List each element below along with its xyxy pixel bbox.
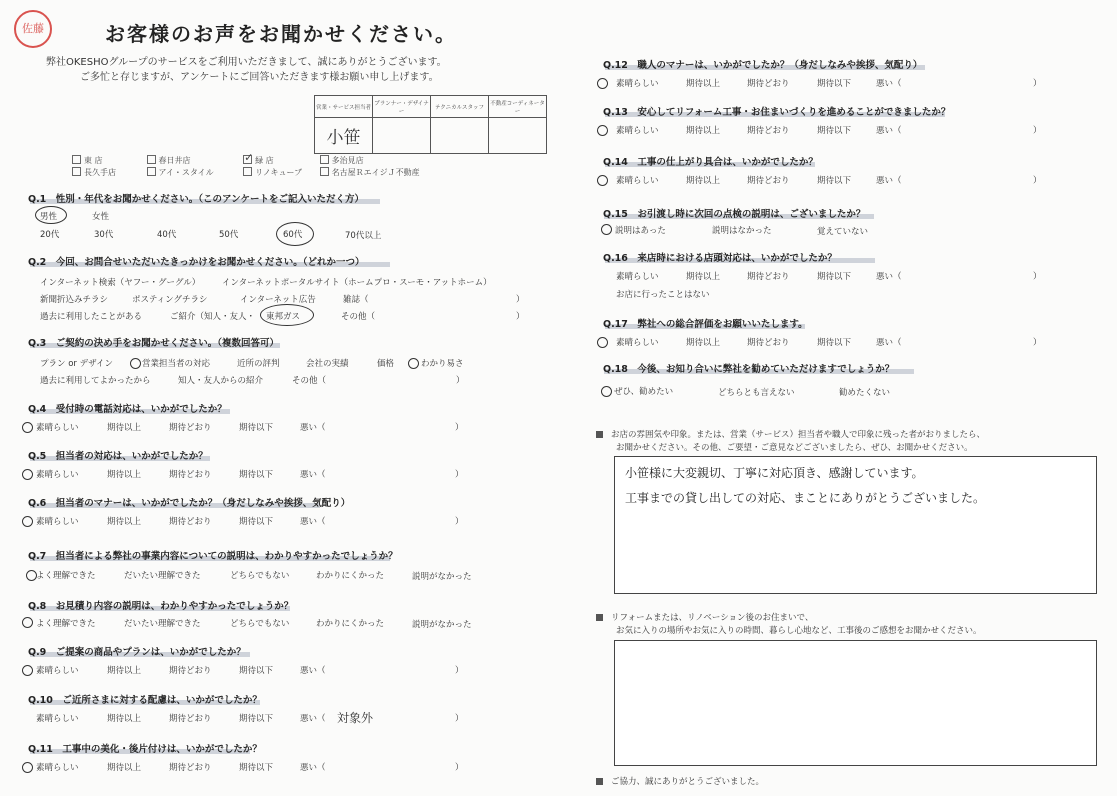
q11-rating-3[interactable]: 期待どおり [169, 763, 212, 773]
q11-rating-6: ） [455, 763, 464, 773]
q14-rating-6: ） [1033, 176, 1042, 186]
q8-option-4[interactable]: わかりにくかった [316, 619, 385, 629]
q2-other[interactable]: その他（ [341, 312, 376, 322]
q17-rating-6: ） [1033, 338, 1042, 348]
q17-rating-4[interactable]: 期待以下 [817, 338, 852, 348]
answer-circle [22, 665, 33, 676]
square-bullet-icon [596, 614, 603, 621]
staff-header-realestate: 不動産コーディネーター [489, 96, 547, 118]
handwritten-staff-name: 小笹 [326, 128, 361, 148]
comment1-handwritten-line-2: 工事までの貸し出しての対応、まことにありがとうございました。 [625, 491, 986, 505]
intro-line-2: ご多忙と存じますが、アンケートにご回答いただきます様お願い申し上げます。 [80, 72, 439, 83]
staff-cell-realestate[interactable] [489, 118, 547, 154]
q16-no-visit[interactable]: お店に行ったことはない [616, 290, 710, 300]
q14-rating-5[interactable]: 悪い（ [876, 176, 902, 186]
answer-circle [601, 224, 612, 235]
square-bullet-icon [596, 431, 603, 438]
checkbox[interactable] [72, 155, 81, 164]
q16-rating-4[interactable]: 期待以下 [817, 272, 852, 282]
q10-rating-1[interactable]: 素晴らしい [36, 714, 79, 724]
q4-label: Q.4 受付時の電話対応は、いかがでしたか？ [28, 404, 227, 415]
q3-reputation[interactable]: 近所の評判 [237, 359, 280, 369]
answer-circle [601, 386, 612, 397]
q3-friend-referral[interactable]: 知人・友人からの紹介 [178, 376, 264, 386]
staff-cell-planner[interactable] [373, 118, 431, 154]
q1-age-60[interactable]: 60代 [283, 230, 303, 240]
q5-label: Q.5 担当者の対応は、いかがでしたか？ [28, 451, 208, 462]
q3-clarity[interactable]: わかり易さ [421, 359, 464, 369]
q13-rating-5[interactable]: 悪い（ [876, 126, 902, 136]
answer-circle [35, 206, 67, 224]
answer-circle [130, 358, 141, 369]
q3-other-close: ） [456, 376, 465, 386]
q12-rating-2[interactable]: 期待以上 [686, 79, 721, 89]
q16-rating-5[interactable]: 悪い（ [876, 272, 902, 282]
q5-rating-3[interactable]: 期待どおり [169, 470, 212, 480]
q16-rating-2[interactable]: 期待以上 [686, 272, 721, 282]
q13-rating-6: ） [1033, 126, 1042, 136]
staff-header-sales: 営業・サービス担当者 [315, 96, 373, 118]
q2-other-close: ） [516, 312, 525, 322]
q5-rating-2[interactable]: 期待以上 [107, 470, 142, 480]
q13-rating-2[interactable]: 期待以上 [686, 126, 721, 136]
q7-option-4[interactable]: わかりにくかった [316, 571, 385, 581]
answer-circle [22, 762, 33, 773]
answer-circle [22, 516, 33, 527]
staff-name-cell[interactable] [315, 118, 373, 154]
q10-rating-6: ） [455, 714, 464, 724]
q1-age-30[interactable]: 30代 [94, 230, 114, 240]
q13-rating-1[interactable]: 素晴らしい [616, 126, 659, 136]
q4-rating-5[interactable]: 悪い（ [300, 423, 326, 433]
checkbox[interactable] [147, 167, 156, 176]
q14-label: Q.14 工事の仕上がり具合は、いかがでしたか？ [603, 157, 818, 168]
q2-magazine[interactable]: 雑誌（ [343, 295, 369, 305]
q7-option-5[interactable]: 説明がなかった [412, 572, 472, 582]
staff-table [314, 95, 547, 154]
square-bullet-icon [596, 778, 603, 785]
q14-rating-3[interactable]: 期待どおり [747, 176, 790, 186]
q9-label: Q.9 ご提案の商品やプランは、いかがでしたか？ [28, 647, 246, 658]
answer-circle [597, 175, 608, 186]
q2-portal-site[interactable]: インターネットポータルサイト（ホームプロ・スーモ・アットホーム） [222, 278, 492, 288]
q12-rating-6: ） [1033, 79, 1042, 89]
q5-rating-6: ） [455, 470, 464, 480]
q5-rating-4[interactable]: 期待以下 [239, 470, 274, 480]
q6-rating-4[interactable]: 期待以下 [239, 517, 274, 527]
answer-circle [22, 469, 33, 480]
q16-rating-6: ） [1033, 272, 1042, 282]
q6-rating-3[interactable]: 期待どおり [169, 517, 212, 527]
q14-rating-1[interactable]: 素晴らしい [616, 176, 659, 186]
q2-internet-search[interactable]: インターネット検索（ヤフー・グーグル） [40, 278, 201, 288]
q1-age-70plus[interactable]: 70代以上 [345, 231, 382, 241]
checkbox[interactable] [320, 167, 329, 176]
q10-rating-5[interactable]: 悪い（ [300, 714, 326, 724]
answer-circle [597, 125, 608, 136]
q7-option-3[interactable]: どちらでもない [230, 571, 290, 581]
q7-option-2[interactable]: だいたい理解できた [124, 571, 201, 581]
q12-label: Q.12 職人のマナーは、いかがでしたか？（身だしなみや挨拶、気配り） [603, 60, 923, 71]
q13-label: Q.13 安心してリフォーム工事・お住まいづくりを進めることができましたか？ [603, 107, 951, 118]
q12-rating-3[interactable]: 期待どおり [747, 79, 790, 89]
q9-rating-4[interactable]: 期待以下 [239, 666, 274, 676]
intro-line-1: 弊社OKESHOグループのサービスをご利用いただきまして、誠にありがとうございます。 [46, 57, 447, 68]
q11-rating-5[interactable]: 悪い（ [300, 763, 326, 773]
q17-label: Q.17 弊社への総合評価をお願いいたします。 [603, 319, 808, 330]
answer-circle [22, 617, 33, 628]
q17-rating-2[interactable]: 期待以上 [686, 338, 721, 348]
q12-rating-1[interactable]: 素晴らしい [616, 79, 659, 89]
q11-rating-2[interactable]: 期待以上 [107, 763, 142, 773]
q10-rating-3[interactable]: 期待どおり [169, 714, 212, 724]
answer-circle [22, 422, 33, 433]
q9-rating-2[interactable]: 期待以上 [107, 666, 142, 676]
checkbox[interactable] [147, 155, 156, 164]
q6-rating-6: ） [455, 517, 464, 527]
q10-handwritten-note: 対象外 [337, 711, 374, 725]
checkbox[interactable] [72, 167, 81, 176]
q9-rating-5[interactable]: 悪い（ [300, 666, 326, 676]
q2-referral[interactable]: ご紹介（知人・友人・ [170, 312, 256, 322]
comment2-textarea[interactable] [614, 640, 1097, 766]
q10-rating-2[interactable]: 期待以上 [107, 714, 142, 724]
q9-rating-3[interactable]: 期待どおり [169, 666, 212, 676]
q2-posting-flyer[interactable]: ポスティングチラシ [132, 295, 208, 305]
q8-option-1[interactable]: よく理解できた [36, 619, 96, 629]
q8-option-5[interactable]: 説明がなかった [412, 620, 472, 630]
page-title: お客様のお声をお聞かせください。 [105, 22, 457, 46]
comment1-textarea[interactable] [614, 456, 1097, 594]
answer-circle [260, 304, 314, 326]
q10-label: Q.10 ご近所さまに対する配慮は、いかがでしたか？ [28, 695, 262, 706]
q17-rating-3[interactable]: 期待どおり [747, 338, 790, 348]
comment1-prompt-2: お聞かせください。その他、ご要望・ご意見などございましたら、ぜひ、お聞かせください。 [616, 443, 973, 453]
q9-rating-6: ） [455, 666, 464, 676]
q6-label: Q.6 担当者のマナーは、いかがでしたか？（身だしなみや挨拶、気配り） [28, 498, 351, 509]
q1-gender-female[interactable]: 女性 [92, 212, 110, 222]
q17-rating-1[interactable]: 素晴らしい [616, 338, 659, 348]
store-row-2: 長久手店 アイ・スタイル リノキューブ 名古屋ＲエイジＪ不動産 [72, 167, 436, 178]
q12-rating-4[interactable]: 期待以下 [817, 79, 852, 89]
q2-referral-toho-gas[interactable]: 東邦ガス [266, 312, 301, 322]
q6-rating-5[interactable]: 悪い（ [300, 517, 326, 527]
answer-circle [276, 222, 314, 246]
q16-rating-1[interactable]: 素晴らしい [616, 272, 659, 282]
q4-rating-3[interactable]: 期待どおり [169, 423, 212, 433]
footer-thanks: ご協力、誠にありがとうございました。 [596, 776, 764, 789]
staff-cell-technical[interactable] [431, 118, 489, 154]
q3-price[interactable]: 価格 [377, 359, 395, 369]
q3-past-good[interactable]: 過去に利用してよかったから [40, 376, 151, 386]
q13-rating-3[interactable]: 期待どおり [747, 126, 790, 136]
q13-rating-4[interactable]: 期待以下 [817, 126, 852, 136]
q1-age-50[interactable]: 50代 [219, 230, 239, 240]
q18-option-3[interactable]: 勧めたくない [839, 388, 891, 398]
q2-internet-ad[interactable]: インターネット広告 [240, 295, 316, 305]
q2-past-use[interactable]: 過去に利用したことがある [40, 312, 143, 322]
q6-rating-1[interactable]: 素晴らしい [36, 517, 79, 527]
comment2-prompt-2: お気に入りの場所やお気に入りの時間、暮らし心地など、工事後のご感想をお聞かせください。 [616, 626, 982, 636]
checkbox[interactable] [320, 155, 329, 164]
answer-circle [597, 337, 608, 348]
q4-rating-6: ） [455, 423, 464, 433]
q15-label: Q.15 お引渡し時に次回の点検の説明は、ございましたか？ [603, 209, 866, 220]
q3-other[interactable]: その他（ [292, 376, 327, 386]
comment2-prompt-1: リフォームまたは、リノベーション後のお住まいで、 [596, 612, 813, 625]
q5-rating-1[interactable]: 素晴らしい [36, 470, 79, 480]
q1-gender-male[interactable]: 男性 [40, 212, 58, 222]
seal-stamp: 佐藤 [14, 10, 52, 48]
answer-circle [408, 358, 419, 369]
q14-rating-4[interactable]: 期待以下 [817, 176, 852, 186]
q10-rating-4[interactable]: 期待以下 [239, 714, 274, 724]
q11-rating-4[interactable]: 期待以下 [239, 763, 274, 773]
q15-option-1[interactable]: 説明はあった [615, 226, 666, 236]
q7-label: Q.7 担当者による弊社の事業内容についての説明は、わかりやすかったでしょうか？ [28, 551, 398, 562]
staff-header-planner: プランナー・デザイナー [373, 96, 431, 118]
q18-label: Q.18 今後、お知り合いに弊社を勧めていただけますでしょうか？ [603, 364, 895, 375]
q14-rating-2[interactable]: 期待以上 [686, 176, 721, 186]
q3-sales-staff[interactable]: 営業担当者の対応 [142, 359, 211, 369]
q2-newspaper-flyer[interactable]: 新聞折込みチラシ [40, 295, 109, 305]
q9-rating-1[interactable]: 素晴らしい [36, 666, 79, 676]
q15-option-2[interactable]: 説明はなかった [712, 226, 772, 236]
q5-rating-5[interactable]: 悪い（ [300, 470, 326, 480]
checkbox-checked[interactable]: ✓ [244, 151, 254, 164]
q18-option-1[interactable]: ぜひ、勧めたい [614, 387, 674, 397]
answer-circle [597, 78, 608, 89]
q3-plan-design[interactable]: プラン or デザイン [40, 359, 114, 369]
q2-magazine-close: ） [516, 295, 525, 305]
q15-option-3[interactable]: 覚えていない [817, 227, 869, 237]
q16-rating-3[interactable]: 期待どおり [747, 272, 790, 282]
q1-age-20[interactable]: 20代 [40, 230, 60, 240]
q8-option-3[interactable]: どちらでもない [230, 619, 290, 629]
staff-header-technical: テクニカルスタッフ [431, 96, 489, 118]
q4-rating-1[interactable]: 素晴らしい [36, 423, 79, 433]
store-row-1: 東 店 春日井店 ✓ 緑 店 多治見店 [72, 155, 380, 166]
q7-option-1[interactable]: よく理解できた [36, 571, 96, 581]
q3-label: Q.3 ご契約の決め手をお聞かせください。（複数回答可） [28, 338, 280, 349]
q11-label: Q.11 工事中の美化・後片付けは、いかがでしたか？ [28, 744, 262, 755]
q8-label: Q.8 お見積り内容の説明は、わかりやすかったでしょうか？ [28, 601, 294, 612]
q4-rating-2[interactable]: 期待以上 [107, 423, 142, 433]
q6-rating-2[interactable]: 期待以上 [107, 517, 142, 527]
q17-rating-5[interactable]: 悪い（ [876, 338, 902, 348]
q11-rating-1[interactable]: 素晴らしい [36, 763, 79, 773]
comment1-prompt-1: お店の雰囲気や印象。または、営業（サービス）担当者や職人で印象に残った者がおりましたら、 [596, 429, 985, 442]
q12-rating-5[interactable]: 悪い（ [876, 79, 902, 89]
q8-option-2[interactable]: だいたい理解できた [124, 619, 201, 629]
q4-rating-4[interactable]: 期待以下 [239, 423, 274, 433]
q2-label: Q.2 今回、お問合せいただいたきっかけをお聞かせください。（どれか一つ） [28, 257, 365, 268]
q1-label: Q.1 性別・年代をお聞かせください。（このアンケートをご記入いただく方） [28, 194, 364, 205]
comment1-handwritten-line-1: 小笹様に大変親切、丁寧に対応頂き、感謝しています。 [625, 466, 924, 480]
q18-option-2[interactable]: どちらとも言えない [718, 388, 795, 398]
q1-age-40[interactable]: 40代 [157, 230, 177, 240]
checkbox[interactable] [243, 167, 252, 176]
q3-track-record[interactable]: 会社の実績 [306, 359, 349, 369]
q16-label: Q.16 来店時における店頭対応は、いかがでしたか？ [603, 253, 837, 264]
